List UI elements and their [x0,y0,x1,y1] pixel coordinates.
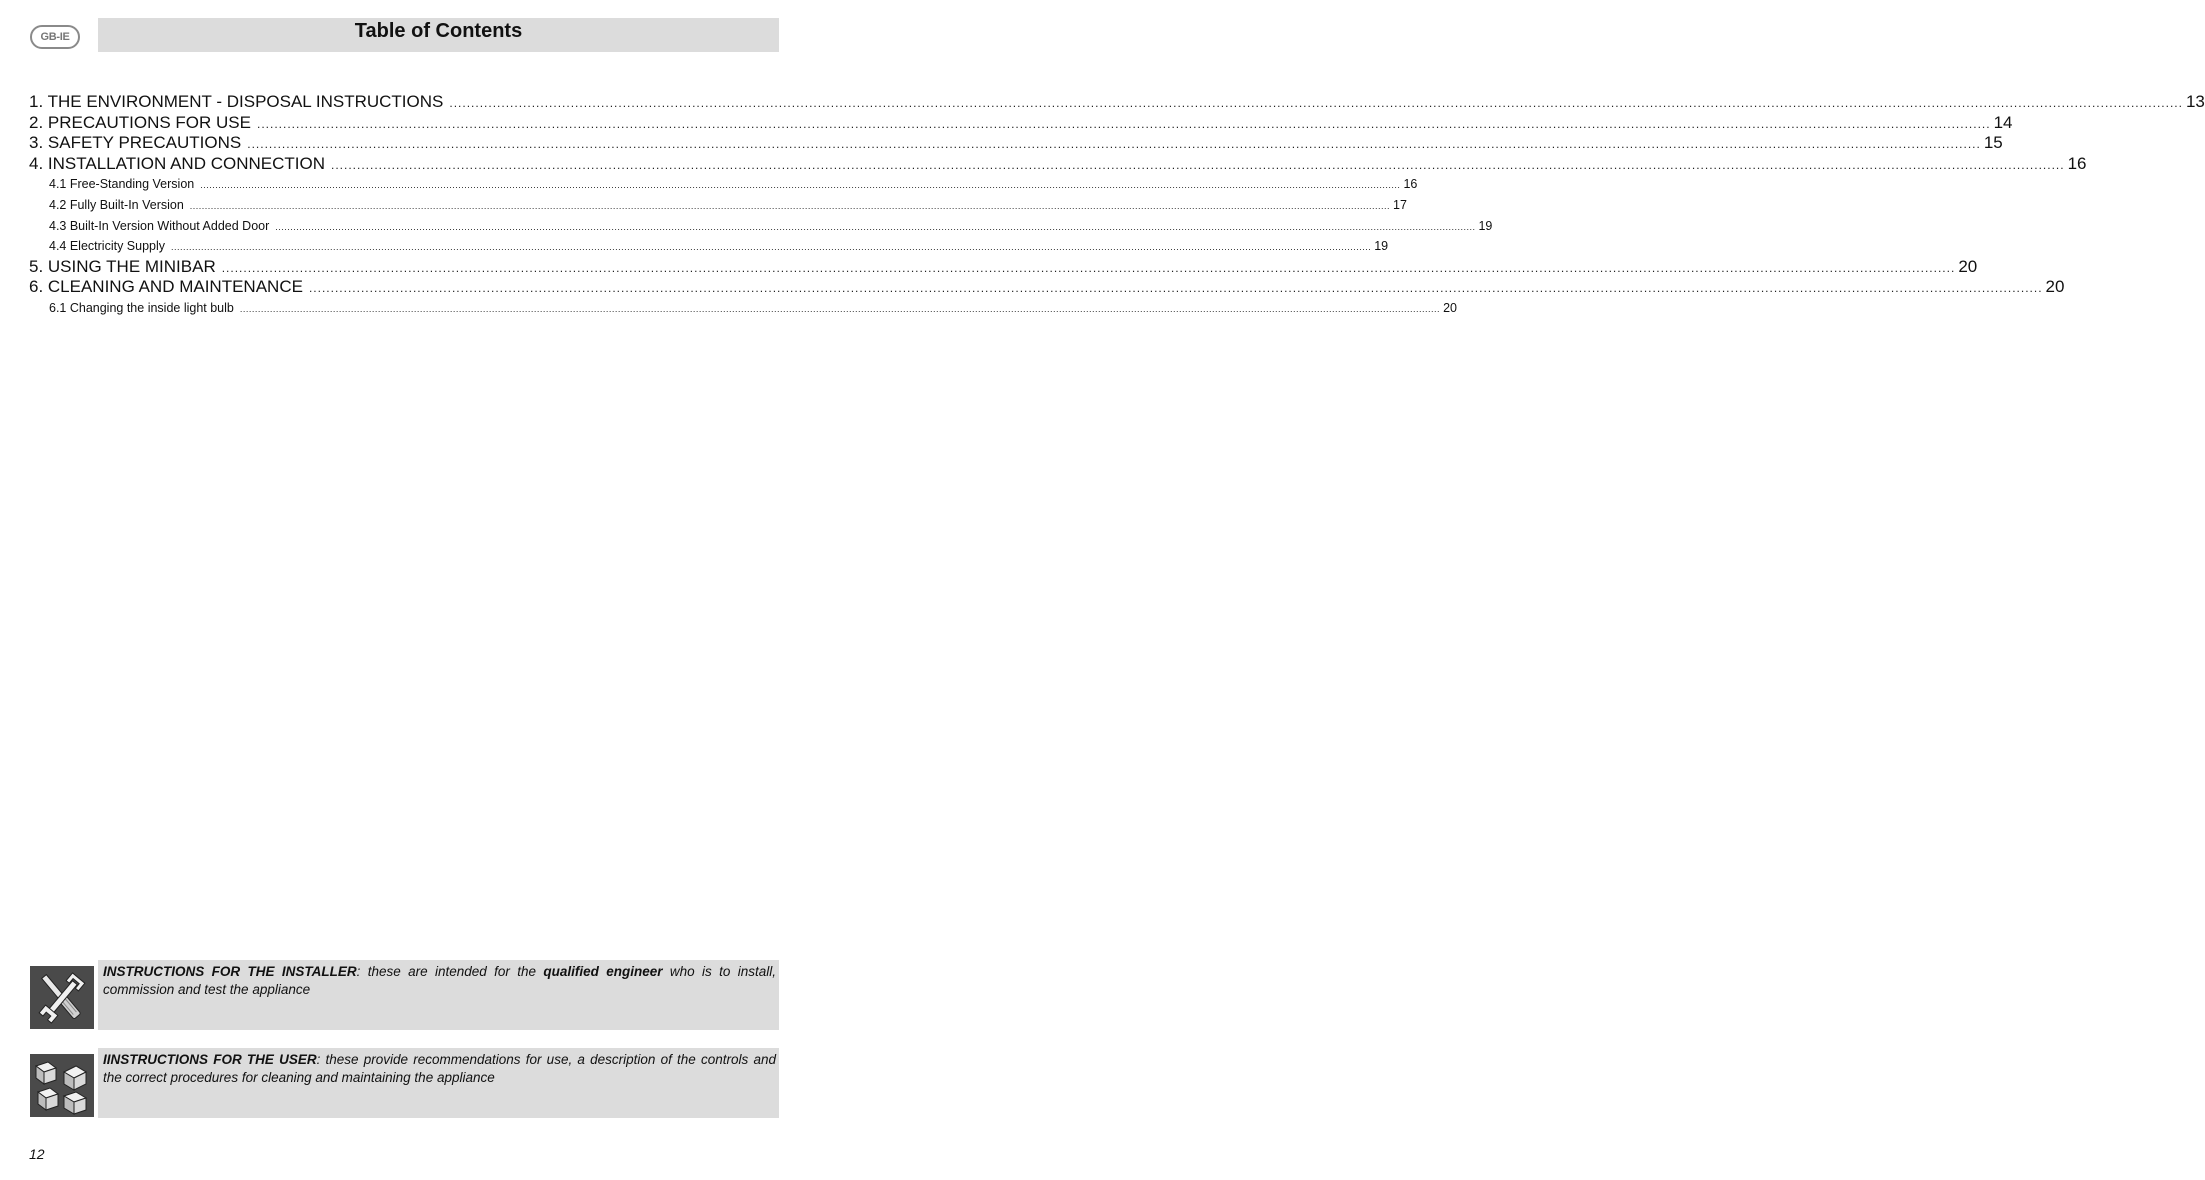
toc-leader-dots: ................................................................................................................................................................................................................................................................................................................................................................................................................ [171,242,1372,253]
user-text: : these provide recommendations for use, a description of the controls and the correct procedures for cleaning and maintaining the appliance [103,1052,776,1085]
wrench-screwdriver-icon [30,966,94,1029]
installer-emphasis: qualified engineer [543,964,663,979]
page-title: Table of Contents [354,20,523,42]
toc-leader-dots: ................................................................................................................................................................................................................................................................................................................................................................................................................ [308,281,2043,296]
user-note-text [98,1048,779,1087]
toc-entry-page: 16 [2067,153,2087,173]
toc-entry-page: 17 [1393,197,1407,212]
toc-subentry[interactable] [29,236,1389,257]
user-heading: IINSTRUCTIONS FOR THE USER [103,1052,317,1067]
toc-entry-page: 14 [1993,112,2013,132]
toc-leader-dots: ................................................................................................................................................................................................................................................................................................................................................................................................................ [330,157,2065,172]
toc-leader-dots: ................................................................................................................................................................................................................................................................................................................................................................................................................ [221,260,1956,275]
toc-entry-page: 16 [1403,177,1418,192]
installer-note-text [98,960,779,999]
toc-entry-label: 4.2 Fully Built-In Version [49,197,184,212]
toc-leader-dots: ................................................................................................................................................................................................................................................................................................................................................................................................................ [200,180,1401,191]
toc-subentry[interactable] [29,216,1493,237]
toc-entry[interactable] [29,112,2013,134]
toc-leader-dots: ................................................................................................................................................................................................................................................................................................................................................................................................................ [449,96,2183,110]
toc-leader-dots: ................................................................................................................................................................................................................................................................................................................................................................................................................ [275,221,1476,232]
toc-entry-label: 4.3 Built-In Version Without Added Door [49,218,270,233]
page-number: 12 [29,1146,45,1162]
toc-entry[interactable] [29,92,2205,113]
toc-leader-dots: ................................................................................................................................................................................................................................................................................................................................................................................................................ [247,137,1981,152]
country-badge-label: GB-IE [40,31,70,43]
installer-heading: INSTRUCTIONS FOR THE INSTALLER [103,964,357,979]
table-of-contents [29,92,2205,319]
toc-entry-page: 15 [1983,133,2003,153]
country-badge [30,25,80,49]
user-note [98,1048,779,1118]
toc-leader-dots: ................................................................................................................................................................................................................................................................................................................................................................................................................ [239,303,1441,314]
toc-entry-page: 20 [1958,256,1978,276]
toc-entry-label: 4.4 Electricity Supply [49,239,166,254]
toc-entry-label: 6. CLEANING AND MAINTENANCE [29,277,303,297]
toc-leader-dots: ................................................................................................................................................................................................................................................................................................................................................................................................................ [256,116,1991,131]
toc-entry-label: 4. INSTALLATION AND CONNECTION [29,153,325,173]
ice-cubes-icon [30,1054,94,1117]
toc-entry[interactable] [29,153,2087,175]
toc-leader-dots: ................................................................................................................................................................................................................................................................................................................................................................................................................ [189,200,1390,211]
toc-entry[interactable] [29,256,1978,278]
toc-entry-page: 20 [1443,300,1457,315]
toc-entry-label: 2. PRECAUTIONS FOR USE [29,112,251,132]
toc-entry-page: 13 [2185,92,2205,111]
toc-entry-page: 20 [2045,277,2065,297]
installer-note [98,960,779,1030]
title-bar [98,18,779,52]
toc-entry[interactable] [29,277,2065,298]
toc-subentry[interactable] [29,174,1418,195]
toc-subentry[interactable] [29,298,1457,319]
toc-entry-label: 4.1 Free-Standing Version [49,177,195,192]
installer-text-b: who is to install, commission and test the appliance [103,964,776,997]
toc-entry[interactable] [29,133,2003,154]
installer-text-a: : these are intended for the [356,964,544,979]
toc-entry-label: 5. USING THE MINIBAR [29,256,216,276]
toc-entry-page: 19 [1478,218,1493,233]
toc-subentry[interactable] [29,195,1407,216]
toc-entry-label: 3. SAFETY PRECAUTIONS [29,133,242,153]
toc-entry-page: 19 [1374,239,1389,254]
toc-entry-label: 1. THE ENVIRONMENT - DISPOSAL INSTRUCTIONS [29,92,444,111]
toc-entry-label: 6.1 Changing the inside light bulb [49,300,234,315]
